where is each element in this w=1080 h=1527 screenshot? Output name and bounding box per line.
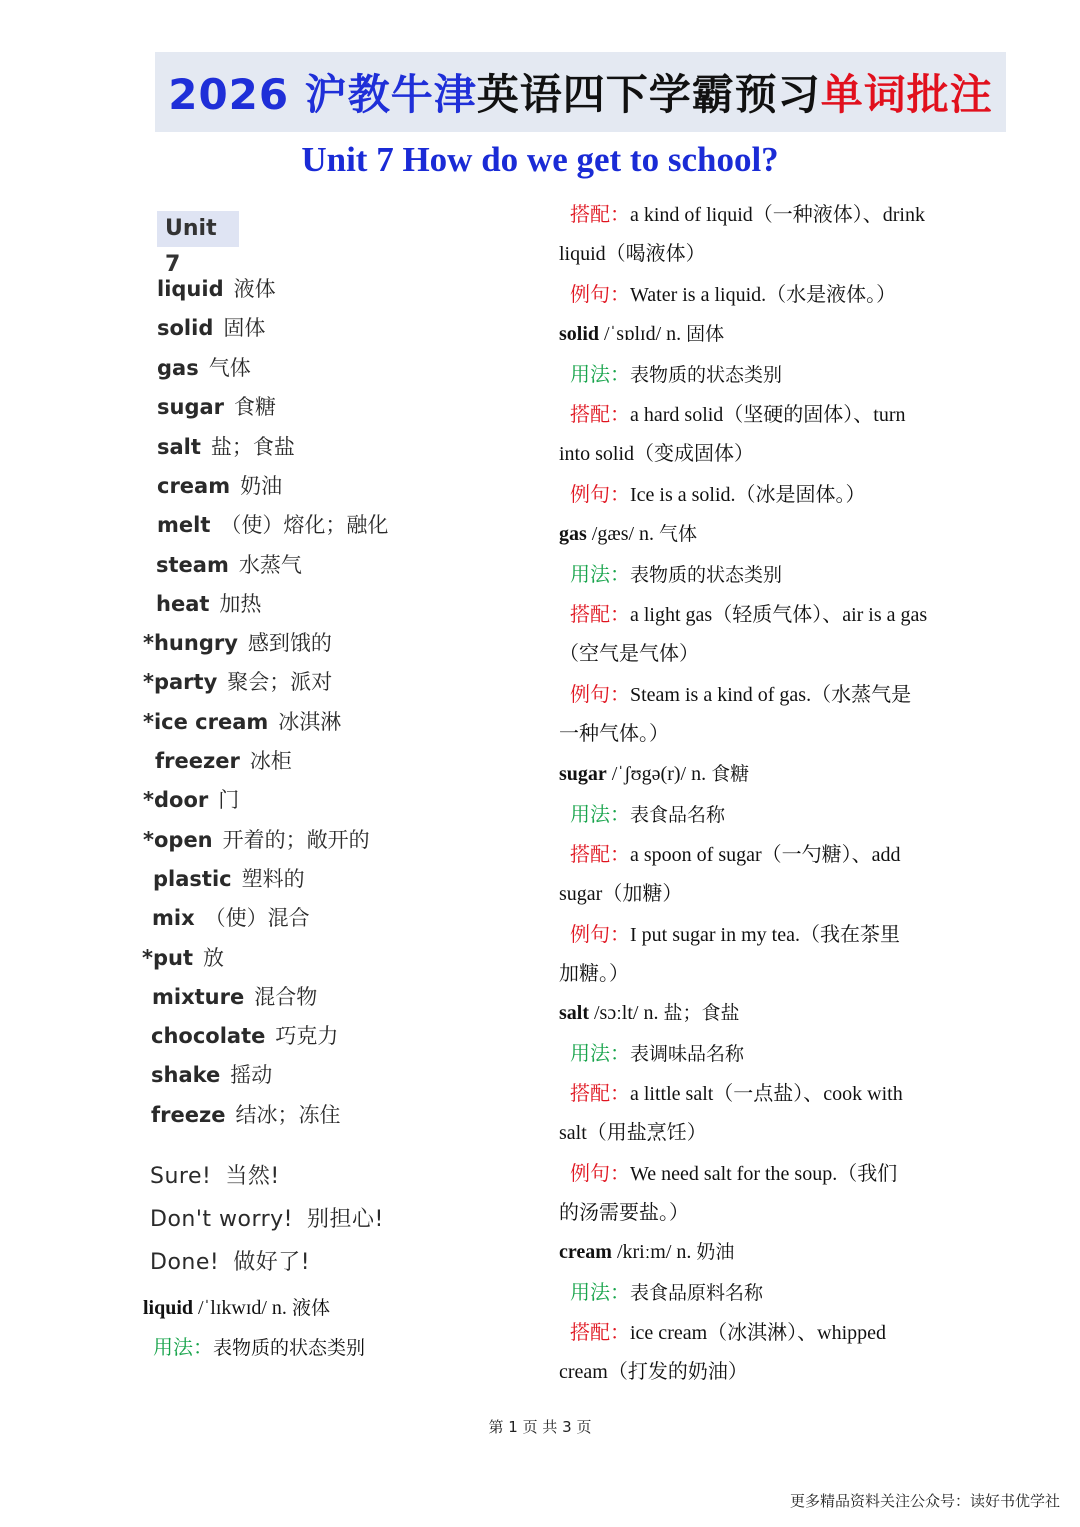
vocab-item bbox=[152, 982, 317, 1012]
entry-heading-gas bbox=[559, 520, 697, 548]
banner-title-part-2: 英语四下学霸预习 bbox=[476, 70, 821, 119]
collocation-text: a kind of liquid（一种液体）、drink bbox=[630, 204, 925, 226]
vocab-meaning: 门 bbox=[218, 788, 240, 812]
entry-heading-sugar bbox=[559, 760, 749, 788]
vocab-meaning: 盐；食盐 bbox=[210, 435, 295, 459]
vocab-word: *party bbox=[143, 670, 218, 694]
entry-word: gas bbox=[559, 523, 587, 545]
vocab-item bbox=[143, 707, 341, 737]
entry-pron: /gæs/ n. bbox=[591, 523, 655, 545]
vocab-meaning: 塑料的 bbox=[241, 867, 305, 891]
phrase-item bbox=[150, 1247, 310, 1279]
entry-word: sugar bbox=[559, 763, 607, 785]
entry-meaning: 固体 bbox=[686, 323, 725, 345]
vocab-word: sugar bbox=[157, 395, 225, 419]
vocab-meaning: 混合物 bbox=[254, 985, 318, 1009]
vocab-meaning: 摇动 bbox=[230, 1063, 273, 1087]
vocab-item bbox=[151, 1100, 340, 1130]
entry-pron: /ˈʃʊgə(r)/ n. bbox=[611, 763, 707, 785]
entry-meaning: 奶油 bbox=[696, 1241, 735, 1263]
example-label: 例句： bbox=[570, 282, 630, 306]
vocab-meaning: 加热 bbox=[219, 592, 262, 616]
entry-colloc-salt bbox=[570, 1079, 903, 1108]
example-label: 例句： bbox=[570, 682, 630, 706]
vocab-word: mixture bbox=[152, 985, 245, 1009]
vocab-item bbox=[142, 943, 224, 973]
vocab-item bbox=[156, 589, 261, 619]
entry-heading-liquid bbox=[143, 1294, 330, 1322]
vocab-word: cream bbox=[157, 474, 231, 498]
vocab-word: heat bbox=[156, 592, 210, 616]
vocab-item bbox=[151, 1060, 272, 1090]
vocab-meaning: 液体 bbox=[233, 277, 276, 301]
vocab-item bbox=[143, 628, 332, 658]
entry-colloc-cont: into solid（变成固体） bbox=[559, 443, 755, 465]
vocab-meaning: 放 bbox=[203, 946, 225, 970]
vocab-word: *hungry bbox=[143, 631, 238, 655]
usage-label: 用法： bbox=[570, 562, 630, 586]
vocab-word: salt bbox=[157, 435, 201, 459]
vocab-item bbox=[157, 392, 276, 422]
usage-text: 表物质的状态类别 bbox=[630, 564, 783, 586]
example-text: Steam is a kind of gas.（水蒸气是 bbox=[630, 684, 912, 706]
entry-colloc-cream bbox=[570, 1318, 886, 1347]
usage-label: 用法： bbox=[153, 1335, 213, 1359]
collocation-text: a little salt（一点盐）、cook with bbox=[630, 1083, 903, 1105]
vocab-word: *ice cream bbox=[143, 710, 269, 734]
page-number: 第 1 页 共 3 页 bbox=[488, 1418, 592, 1436]
vocab-meaning: 结冰；冻住 bbox=[235, 1103, 341, 1127]
entry-colloc-cont: （空气是气体） bbox=[559, 643, 699, 665]
vocab-word: freeze bbox=[151, 1103, 226, 1127]
vocab-meaning: 感到饿的 bbox=[247, 631, 332, 655]
collocation-label: 搭配： bbox=[570, 202, 630, 226]
phrase-en: Don't worry! bbox=[150, 1207, 294, 1232]
entry-pron: /sɔːlt/ n. bbox=[594, 1002, 659, 1024]
example-text: We need salt for the soup.（我们 bbox=[630, 1163, 898, 1185]
vocab-meaning: 食糖 bbox=[234, 395, 277, 419]
entry-colloc-sugar bbox=[570, 840, 901, 869]
vocab-word: *open bbox=[143, 828, 213, 852]
entry-usage-sugar bbox=[570, 800, 725, 829]
usage-text: 表食品原料名称 bbox=[630, 1282, 764, 1304]
usage-text: 表食品名称 bbox=[630, 804, 726, 826]
vocab-word: chocolate bbox=[151, 1024, 266, 1048]
vocab-meaning: （使）混合 bbox=[204, 906, 310, 930]
entry-meaning: 食糖 bbox=[711, 763, 750, 785]
usage-text: 表调味品名称 bbox=[630, 1043, 745, 1065]
example-label: 例句： bbox=[570, 482, 630, 506]
collocation-text: a light gas（轻质气体）、air is a gas bbox=[630, 604, 928, 626]
entry-word: solid bbox=[559, 323, 600, 345]
vocab-word: *door bbox=[143, 788, 209, 812]
vocab-item bbox=[143, 785, 239, 815]
vocab-item bbox=[143, 825, 370, 855]
vocab-meaning: （使）熔化；融化 bbox=[220, 513, 389, 537]
entry-colloc-cont: salt（用盐烹饪） bbox=[559, 1122, 707, 1144]
vocab-word: solid bbox=[157, 316, 214, 340]
usage-label: 用法： bbox=[570, 1041, 630, 1065]
vocab-item bbox=[157, 432, 295, 462]
vocab-word: plastic bbox=[153, 867, 232, 891]
entry-meaning: 液体 bbox=[291, 1297, 330, 1319]
usage-label: 用法： bbox=[570, 362, 630, 386]
phrase-zh: 当然! bbox=[225, 1164, 280, 1189]
entry-pron: /ˈlɪkwɪd/ n. bbox=[198, 1297, 287, 1319]
example-text: I put sugar in my tea.（我在茶里 bbox=[630, 924, 900, 946]
entry-example-cont: 加糖。） bbox=[559, 963, 629, 985]
collocation-text: a spoon of sugar（一勺糖）、add bbox=[630, 844, 901, 866]
phrase-item bbox=[150, 1204, 384, 1236]
phrase-item bbox=[150, 1161, 280, 1193]
vocab-item bbox=[155, 746, 292, 776]
banner-title-part-1: 2026 沪教牛津 bbox=[168, 70, 477, 119]
collocation-label: 搭配： bbox=[570, 1320, 630, 1344]
phrase-en: Done! bbox=[150, 1250, 220, 1275]
vocab-item bbox=[157, 313, 265, 343]
vocab-meaning: 聚会；派对 bbox=[227, 670, 333, 694]
vocab-word: steam bbox=[156, 553, 229, 577]
phrase-en: Sure! bbox=[150, 1164, 212, 1189]
vocab-word: freezer bbox=[155, 749, 240, 773]
vocab-word: gas bbox=[157, 356, 199, 380]
vocab-meaning: 奶油 bbox=[240, 474, 283, 498]
vocab-word: mix bbox=[152, 906, 195, 930]
vocab-meaning: 固体 bbox=[223, 316, 266, 340]
entry-heading-solid bbox=[559, 320, 724, 348]
entry-usage-cream bbox=[570, 1278, 763, 1307]
phrase-zh: 别担心! bbox=[307, 1207, 384, 1232]
entry-example-sugar bbox=[570, 920, 900, 949]
vocab-meaning: 气体 bbox=[208, 356, 251, 380]
usage-label: 用法： bbox=[570, 802, 630, 826]
vocab-item bbox=[156, 550, 302, 580]
vocab-word: *put bbox=[142, 946, 194, 970]
collocation-label: 搭配： bbox=[570, 842, 630, 866]
vocab-meaning: 水蒸气 bbox=[238, 553, 302, 577]
banner-title-part-3: 单词批注 bbox=[820, 70, 993, 119]
vocab-meaning: 冰柜 bbox=[249, 749, 292, 773]
example-text: Ice is a solid.（冰是固体。） bbox=[630, 484, 866, 506]
entry-pron: /ˈsɒlɪd/ n. bbox=[604, 323, 682, 345]
vocabulary-list bbox=[0, 0, 540, 1290]
entry-colloc-cont: cream（打发的奶油） bbox=[559, 1361, 748, 1383]
vocab-item bbox=[143, 667, 332, 697]
vocab-item bbox=[157, 471, 282, 501]
example-text: Water is a liquid.（水是液体。） bbox=[630, 284, 897, 306]
vocab-item bbox=[157, 274, 276, 304]
entry-heading-salt bbox=[559, 999, 739, 1027]
entry-meaning: 盐；食盐 bbox=[663, 1002, 740, 1024]
vocab-item bbox=[157, 353, 251, 383]
entry-colloc-cont: liquid（喝液体） bbox=[559, 243, 706, 265]
entry-meaning: 气体 bbox=[659, 523, 698, 545]
vocab-item bbox=[151, 1021, 338, 1051]
example-label: 例句： bbox=[570, 1161, 630, 1185]
usage-text: 表物质的状态类别 bbox=[630, 364, 783, 386]
usage-label: 用法： bbox=[570, 1280, 630, 1304]
entry-example-solid bbox=[570, 480, 866, 509]
entry-example-cont: 的汤需要盐。） bbox=[559, 1202, 689, 1224]
entry-colloc-liquid bbox=[570, 200, 925, 229]
entry-usage-liquid bbox=[153, 1333, 365, 1362]
collocation-label: 搭配： bbox=[570, 1081, 630, 1105]
usage-text: 表物质的状态类别 bbox=[213, 1337, 366, 1359]
entry-example-cont: 一种气体。） bbox=[559, 723, 669, 745]
vocab-item bbox=[153, 864, 305, 894]
vocab-word: melt bbox=[157, 513, 211, 537]
entry-colloc-cont: sugar（加糖） bbox=[559, 883, 683, 905]
entry-usage-solid bbox=[570, 360, 782, 389]
vocab-item bbox=[152, 903, 310, 933]
entry-word: liquid bbox=[143, 1297, 194, 1319]
footer-note: 更多精品资料关注公众号：读好书优学社 bbox=[789, 1492, 1060, 1510]
entry-example-gas bbox=[570, 680, 911, 709]
entry-heading-cream bbox=[559, 1238, 734, 1266]
entry-usage-gas bbox=[570, 560, 782, 589]
example-label: 例句： bbox=[570, 922, 630, 946]
vocab-meaning: 巧克力 bbox=[275, 1024, 339, 1048]
entry-usage-salt bbox=[570, 1039, 744, 1068]
entry-example-salt bbox=[570, 1159, 897, 1188]
vocab-word: liquid bbox=[157, 277, 224, 301]
collocation-text: ice cream（冰淇淋）、whipped bbox=[630, 1322, 887, 1344]
collocation-text: a hard solid（坚硬的固体）、turn bbox=[630, 404, 906, 426]
unit-tag: Unit 7 bbox=[157, 211, 239, 247]
entry-example-liquid bbox=[570, 280, 896, 309]
vocab-item bbox=[157, 510, 388, 540]
entry-colloc-gas bbox=[570, 600, 927, 629]
vocab-meaning: 开着的；敞开的 bbox=[222, 828, 370, 852]
vocab-meaning: 冰淇淋 bbox=[278, 710, 342, 734]
vocab-word: shake bbox=[151, 1063, 221, 1087]
entry-colloc-solid bbox=[570, 400, 906, 429]
collocation-label: 搭配： bbox=[570, 602, 630, 626]
collocation-label: 搭配： bbox=[570, 402, 630, 426]
entry-word: cream bbox=[559, 1241, 612, 1263]
entry-word: salt bbox=[559, 1002, 589, 1024]
entry-pron: /kriːm/ n. bbox=[616, 1241, 692, 1263]
phrase-zh: 做好了! bbox=[233, 1250, 311, 1275]
unit-title: Unit 7 How do we get to school? bbox=[301, 140, 779, 179]
